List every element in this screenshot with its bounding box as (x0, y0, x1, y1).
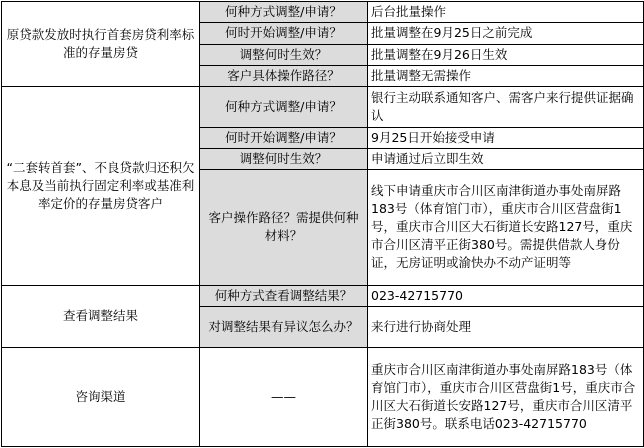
table-row (2, 2, 644, 23)
category-cell: “二套转首套”、不良贷款归还积欠本息及当前执行固定利率或基准利率定价的存量房贷客户 (2, 87, 200, 286)
answer-cell: 线下申请重庆市合川区南津街道办事处南屏路183号（体育馆门市），重庆市合川区营盘街1号，重庆市合川区大石街道长安路127号，重庆市合川区清平正街380号。需提供借款人身份证，无房证明或渝快办不动产证明等 (368, 170, 644, 286)
category-cell: 原贷款发放时执行首套房贷利率标准的存量房贷 (2, 2, 200, 87)
answer-cell: 来行进行协商处理 (368, 307, 644, 348)
rate-adjustment-table (1, 1, 644, 447)
table-row (2, 347, 644, 446)
answer-cell: 批量调整在9月26日生效 (368, 44, 644, 65)
question-cell: 何时开始调整/申请？ (200, 23, 368, 44)
question-cell: 何种方式调整/申请？ (200, 87, 368, 128)
question-cell: 客户操作路径？需提供何种材料？ (200, 170, 368, 286)
table-row (2, 87, 644, 128)
question-cell: 调整何时生效？ (200, 44, 368, 65)
category-cell: 查看调整结果 (2, 285, 200, 347)
answer-cell: 申请通过后立即生效 (368, 148, 644, 169)
answer-cell: 批量调整无需操作 (368, 65, 644, 86)
question-cell: 何种方式调整/申请？ (200, 2, 368, 23)
answer-cell: 重庆市合川区南津街道办事处南屏路183号（体育馆门市），重庆市合川区营盘街1号，重庆市合川区大石街道长安路127号，重庆市合川区清平正街380号。联系电话023-42715770 (368, 347, 644, 446)
answer-cell: 后台批量操作 (368, 2, 644, 23)
question-cell: 调整何时生效？ (200, 148, 368, 169)
category-cell: 咨询渠道 (2, 347, 200, 446)
answer-cell: 023-42715770 (368, 285, 644, 306)
question-cell: 对调整结果有异议怎么办？ (200, 307, 368, 348)
question-cell: 何时开始调整/申请？ (200, 127, 368, 148)
table-row (2, 285, 644, 306)
answer-cell: 银行主动联系通知客户、需客户来行提供证据确认 (368, 87, 644, 128)
answer-cell: 9月25日开始接受申请 (368, 127, 644, 148)
dash-cell: —— (200, 347, 368, 446)
question-cell: 客户具体操作路径？ (200, 65, 368, 86)
answer-cell: 批量调整在9月25日之前完成 (368, 23, 644, 44)
question-cell: 何种方式查看调整结果？ (200, 285, 368, 306)
